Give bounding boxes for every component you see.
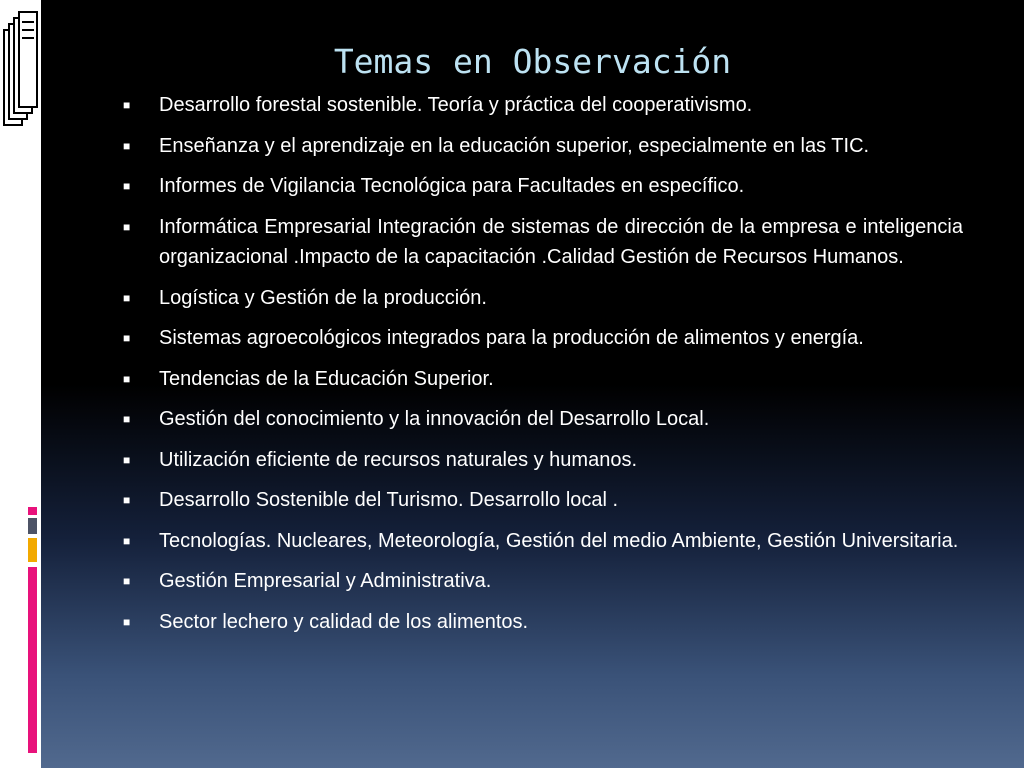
square-bullet-icon: ■ bbox=[123, 614, 131, 629]
topic-text: Sistemas agroecológicos integrados para la producción de alimentos y energía. bbox=[159, 327, 864, 349]
topic-text: Gestión Empresarial y Administrativa. bbox=[159, 570, 492, 592]
topic-list-item bbox=[120, 566, 963, 597]
topic-list-item bbox=[120, 90, 963, 121]
topic-text: Desarrollo forestal sostenible. Teoría y práctica del cooperativismo. bbox=[159, 94, 753, 116]
topic-list-item bbox=[120, 364, 963, 395]
square-bullet-icon: ■ bbox=[123, 290, 131, 305]
topic-text: Logística y Gestión de la producción. bbox=[159, 286, 487, 309]
square-bullet-icon: ■ bbox=[123, 138, 131, 153]
topic-list-item bbox=[120, 607, 963, 638]
stacked-files-icon bbox=[0, 0, 41, 200]
slide-title: Temas en Observación bbox=[333, 42, 732, 81]
square-bullet-icon: ■ bbox=[123, 179, 131, 193]
square-bullet-icon: ■ bbox=[123, 331, 131, 345]
topic-text: Informes de Vigilancia Tecnológica para Facultades en específico. bbox=[159, 175, 745, 197]
topic-text: Sector lechero y calidad de los alimentos. bbox=[159, 610, 529, 633]
topic-list bbox=[120, 90, 963, 647]
topic-list-item bbox=[120, 131, 963, 162]
square-bullet-icon: ■ bbox=[123, 533, 131, 548]
topic-list-item bbox=[120, 526, 963, 557]
topic-list-item bbox=[120, 485, 963, 516]
topic-text: Tendencias de la Educación Superior. bbox=[159, 367, 494, 390]
square-bullet-icon: ■ bbox=[123, 219, 131, 234]
topic-text: Tecnologías. Nucleares, Meteorología, Gestión del medio Ambiente, Gestión Universitaria. bbox=[159, 529, 959, 552]
topic-list-item bbox=[120, 283, 963, 314]
topic-list-item bbox=[120, 323, 963, 354]
topic-text: Enseñanza y el aprendizaje en la educación superior, especialmente en las TIC. bbox=[159, 134, 870, 157]
topic-list-item bbox=[120, 171, 963, 202]
topic-text: Informática Empresarial Integración de sistemas de dirección de la empresa e inteligencia organizacional .Impacto de la capacitación .Calidad Gestión de Recursos Humanos. bbox=[159, 215, 963, 268]
topic-text: Desarrollo Sostenible del Turismo. Desarrollo local . bbox=[159, 489, 619, 511]
topic-text: Gestión del conocimiento y la innovación del Desarrollo Local. bbox=[159, 408, 710, 430]
accent-bar-pink-long bbox=[28, 567, 37, 753]
square-bullet-icon: ■ bbox=[123, 574, 131, 588]
square-bullet-icon: ■ bbox=[123, 98, 131, 112]
topic-list-item bbox=[120, 404, 963, 435]
topic-list-item bbox=[120, 445, 963, 476]
square-bullet-icon: ■ bbox=[123, 452, 131, 467]
topic-list-item bbox=[120, 212, 963, 273]
accent-bar-gray bbox=[28, 518, 37, 534]
square-bullet-icon: ■ bbox=[123, 412, 131, 426]
square-bullet-icon: ■ bbox=[123, 493, 131, 507]
square-bullet-icon: ■ bbox=[123, 371, 131, 386]
topic-text: Utilización eficiente de recursos naturales y humanos. bbox=[159, 448, 638, 471]
accent-bar-orange bbox=[28, 538, 37, 562]
left-decorative-strip bbox=[0, 0, 41, 768]
accent-bar-pink-top bbox=[28, 507, 37, 515]
